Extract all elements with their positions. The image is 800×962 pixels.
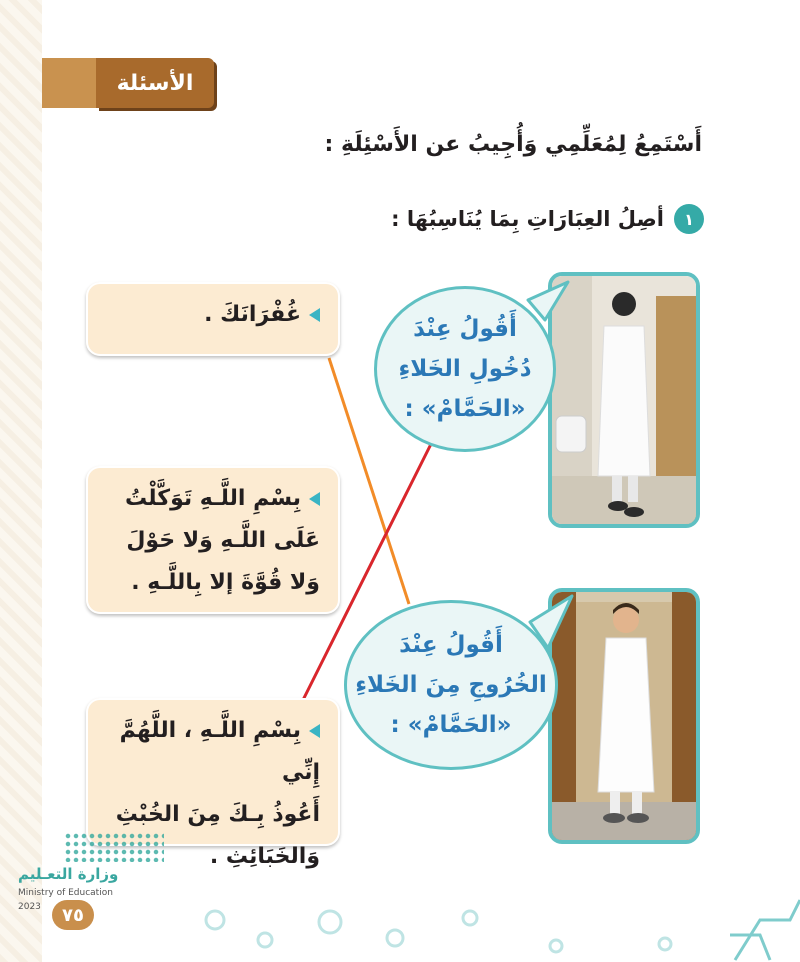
bubble-line: أَقُولُ عِنْدَ — [413, 316, 517, 342]
answer-line: وَلا قُوَّةَ إلا بِاللَّـهِ . — [131, 570, 320, 595]
ornament — [659, 938, 671, 950]
question-number: ١ — [674, 204, 704, 234]
ornament — [319, 911, 341, 933]
ministry-name-ar: وزارة التعـليم — [18, 865, 119, 883]
corner-ornament — [730, 900, 800, 960]
answer-line: غُفْرَانَكَ . — [204, 302, 301, 327]
page-number: ٧٥ — [52, 900, 94, 930]
question-text: أصِلُ العِبَارَاتِ بِمَا يُنَاسِبُهَا : — [391, 207, 664, 231]
answer-line: أَعُوذُ بِـكَ مِنَ الخُبْثِ — [115, 802, 320, 827]
ornament — [550, 940, 562, 952]
answer-line: بِسْمِ اللَّـهِ ، اللَّهُمَّ إِنِّي — [119, 718, 320, 785]
ministry-name-en: Ministry of Education — [18, 888, 113, 898]
footer-ornaments — [0, 880, 800, 962]
answer-line: عَلَى اللَّـهِ وَلا حَوْلَ — [126, 528, 320, 553]
ornament — [206, 911, 224, 929]
speech-bubble-exiting — [344, 600, 558, 770]
answer-line: بِسْمِ اللَّـهِ تَوَكَّلْتُ — [125, 486, 301, 511]
bubble-line: دُخُولِ الخَلاءِ — [398, 356, 532, 382]
ornament — [387, 930, 403, 946]
instruction-text: أَسْتَمِعُ لِمُعَلِّمِي وَأُجِيبُ عن الأَسْئِلَةِ : — [324, 132, 702, 157]
bubble-line: أَقُولُ عِنْدَ — [399, 632, 503, 658]
bubble-line: «الحَمَّامْ» : — [404, 396, 526, 422]
ornament — [258, 933, 272, 947]
ornament — [463, 911, 477, 925]
bubble-line: «الحَمَّامْ» : — [390, 712, 512, 738]
ministry-logo-dots — [64, 832, 164, 862]
answer-line: وَالخَبَائِثِ . — [209, 844, 320, 869]
ministry-year: 2023 — [18, 902, 41, 912]
bubble-line: الخُرُوجِ مِنَ الخَلاءِ — [355, 672, 547, 698]
speech-bubble-entering — [374, 286, 556, 452]
section-header: الأسئلة — [96, 58, 214, 108]
